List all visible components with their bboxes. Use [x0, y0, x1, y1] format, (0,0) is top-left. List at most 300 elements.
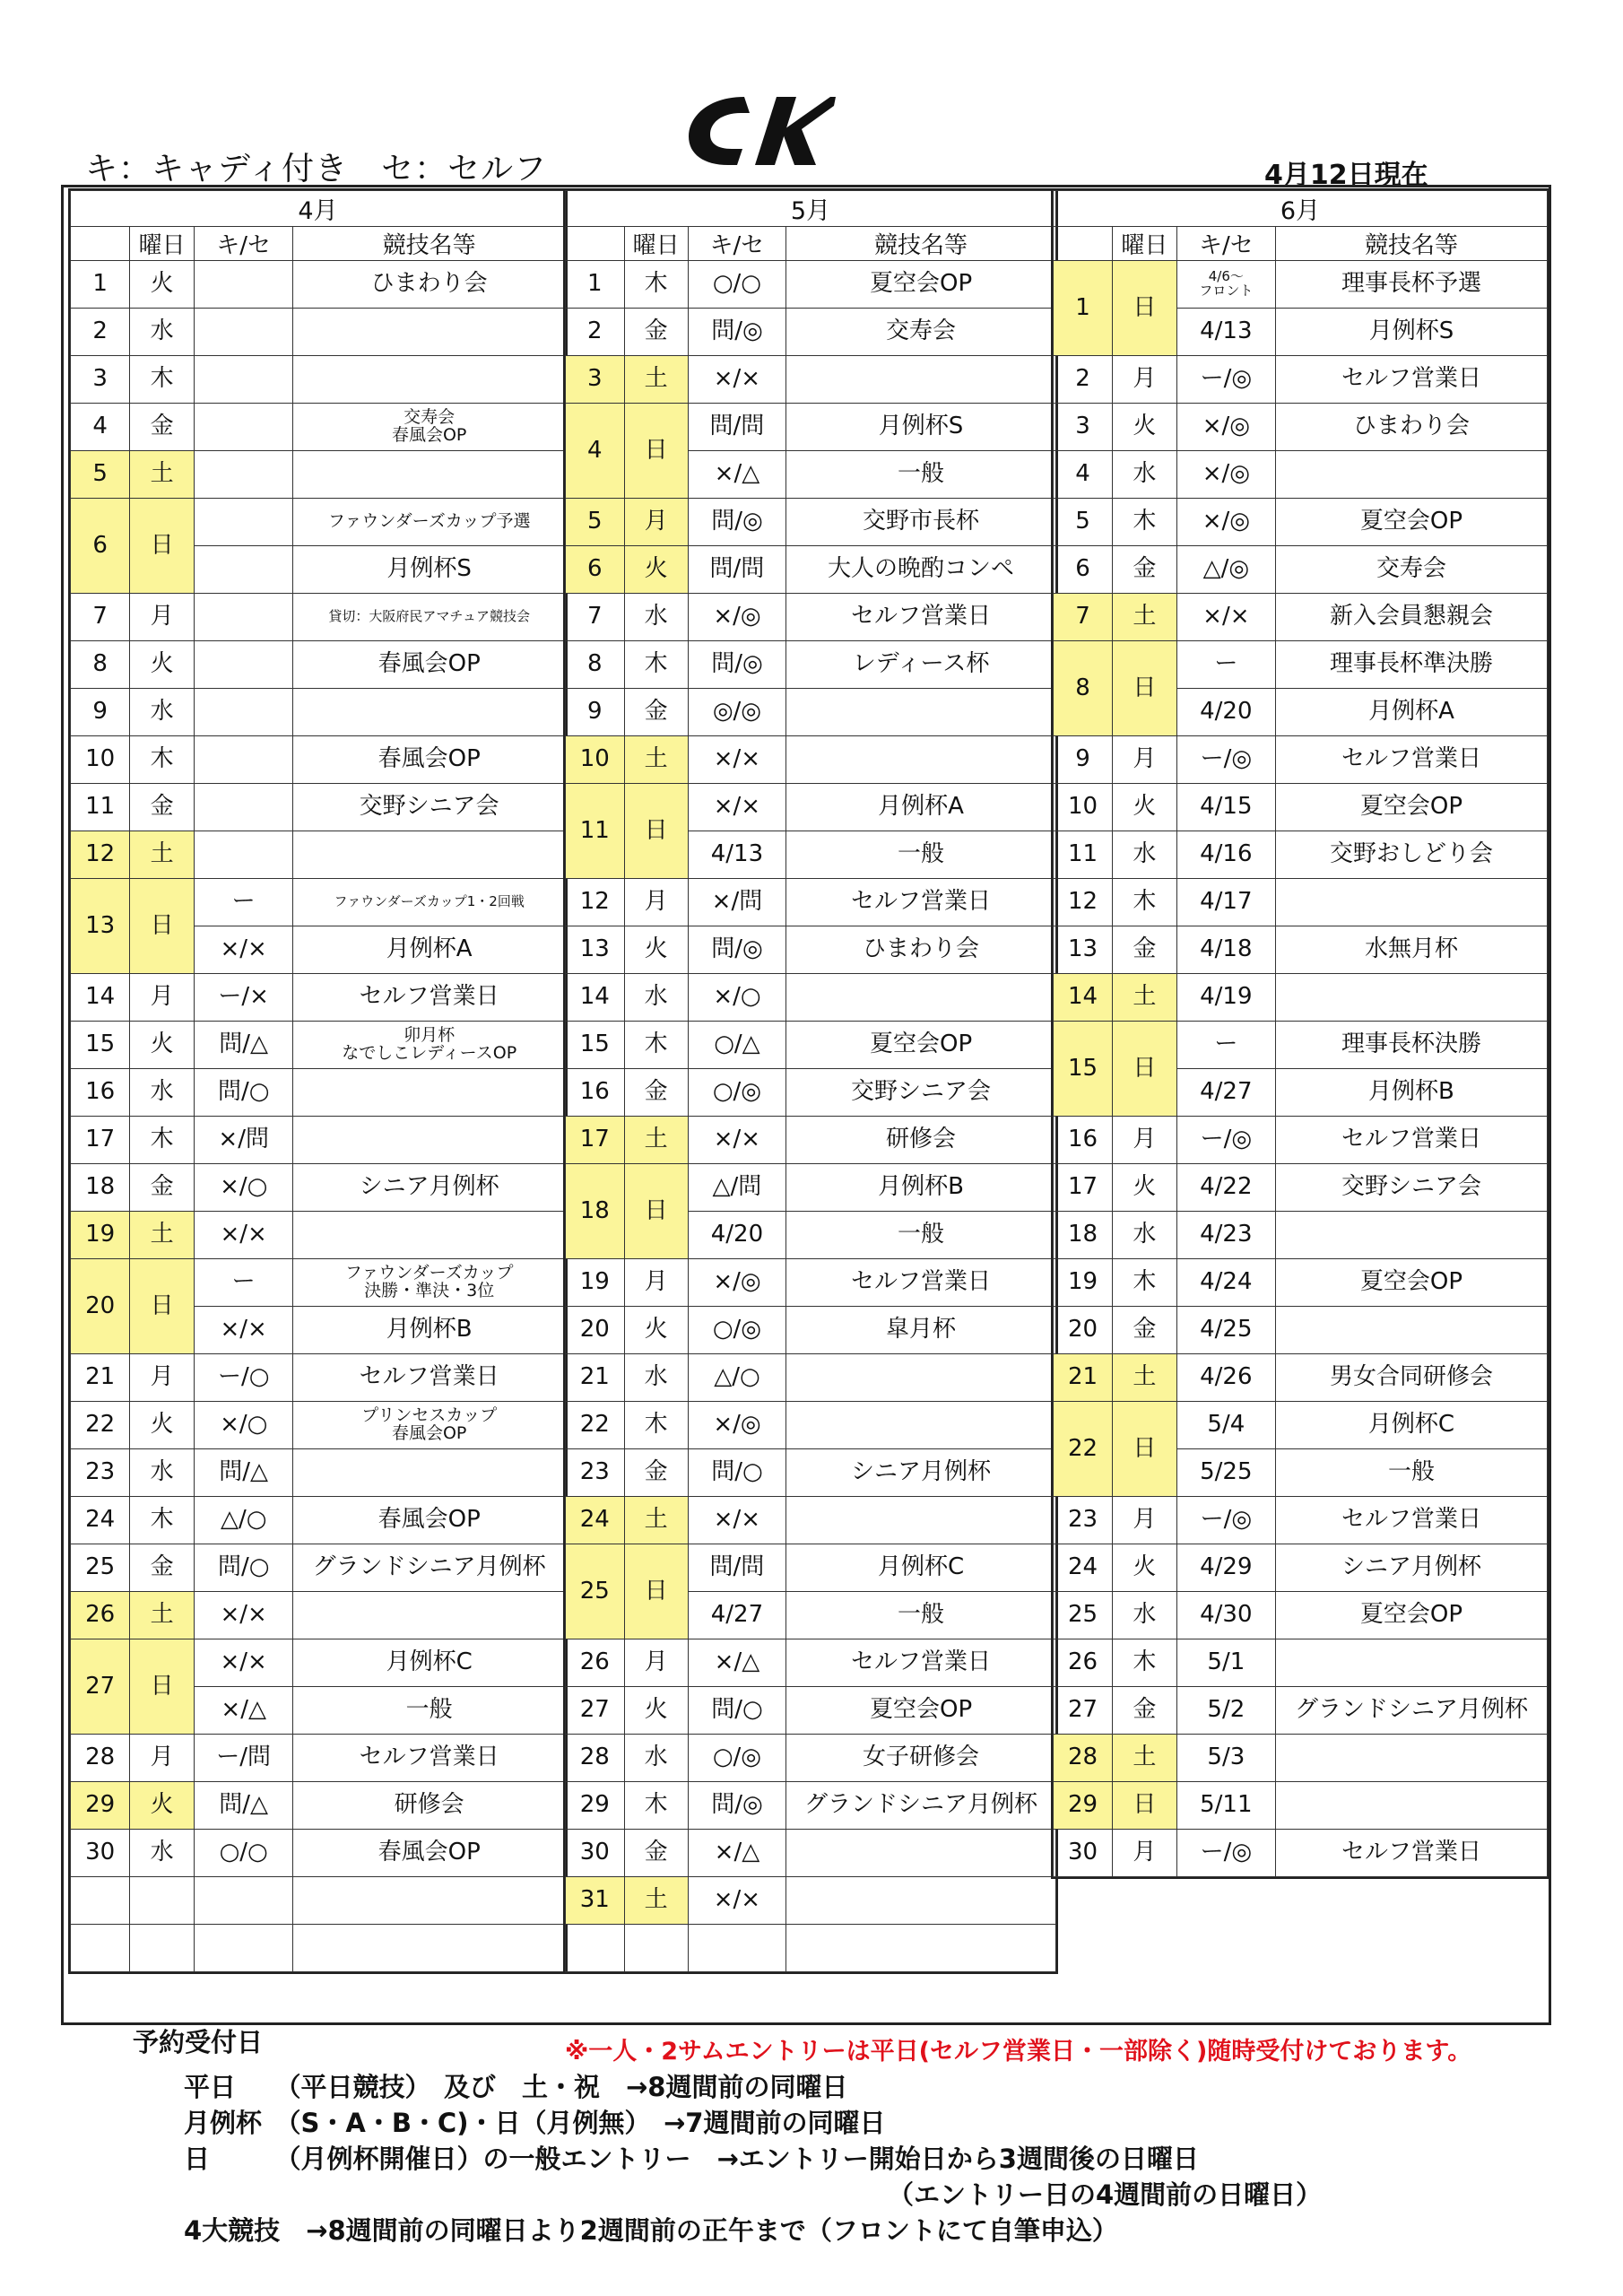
entry-status-cell: ×/◎ — [1176, 451, 1275, 499]
table-row — [566, 641, 1056, 689]
table-row — [71, 594, 566, 641]
column-header-no — [71, 227, 130, 261]
entry-status-cell: ×/× — [688, 1117, 785, 1164]
entry-status-cell: 5/1 — [1176, 1639, 1275, 1687]
event-name-cell — [293, 1925, 566, 1972]
event-name-cell: ファウンダーズカップ1・2回戦 — [293, 879, 566, 926]
entry-status-cell: 問/△ — [194, 1782, 292, 1830]
legend: キ：キャディ付き セ：セルフ — [85, 151, 548, 187]
date-cell: 14 — [566, 974, 625, 1022]
table-row — [566, 1639, 1056, 1687]
weekday-cell: 土 — [1113, 594, 1177, 641]
entry-status-cell: 4/6～ フロント — [1176, 261, 1275, 309]
entry-status-cell: ー/○ — [194, 1354, 292, 1402]
date-cell: 6 — [71, 499, 130, 594]
date-cell: 30 — [566, 1830, 625, 1877]
entry-status-cell: 問/◎ — [688, 499, 785, 546]
table-row — [566, 261, 1056, 309]
entry-status-cell: 問/◎ — [688, 926, 785, 974]
column-header-no — [566, 227, 625, 261]
table-row — [1054, 1022, 1548, 1069]
entry-status-cell: △/◎ — [1176, 546, 1275, 594]
event-name-cell: 貸切：大阪府民アマチュア競技会 — [293, 594, 566, 641]
date-cell: 24 — [566, 1497, 625, 1544]
date-cell: 13 — [566, 926, 625, 974]
event-name-cell: 月例杯B — [293, 1307, 566, 1354]
may-table — [563, 188, 1058, 1974]
date-cell: 13 — [71, 879, 130, 974]
date-cell: 15 — [1054, 1022, 1113, 1117]
entry-status-cell: 5/11 — [1176, 1782, 1275, 1830]
table-row — [566, 1354, 1056, 1402]
weekday-cell: 火 — [1113, 404, 1177, 451]
event-name-cell: 一般 — [786, 1212, 1056, 1259]
entry-status-cell — [194, 831, 292, 879]
event-name-cell: シニア月例杯 — [293, 1164, 566, 1212]
entry-status-cell: ×/△ — [688, 451, 785, 499]
date-cell: 21 — [1054, 1354, 1113, 1402]
date-cell: 28 — [566, 1735, 625, 1782]
date-cell: 1 — [566, 261, 625, 309]
weekday-cell — [624, 1925, 688, 1972]
event-name-cell — [1275, 1735, 1547, 1782]
table-row — [1054, 1117, 1548, 1164]
table-row — [1054, 1259, 1548, 1307]
table-row — [71, 1164, 566, 1212]
column-header-day: 曜日 — [1113, 227, 1177, 261]
table-row — [566, 1449, 1056, 1497]
date-cell: 31 — [566, 1877, 625, 1925]
date-cell: 30 — [1054, 1830, 1113, 1877]
event-name-cell: 卯月杯 なでしこレディースOP — [293, 1022, 566, 1069]
weekday-cell: 水 — [1113, 451, 1177, 499]
april-month-title: 4月 — [71, 191, 566, 227]
entry-status-cell: ー — [194, 879, 292, 926]
date-cell: 18 — [1054, 1212, 1113, 1259]
weekday-cell: 水 — [130, 1069, 195, 1117]
weekday-cell: 土 — [130, 1212, 195, 1259]
event-name-cell: シニア月例杯 — [1275, 1544, 1547, 1592]
weekday-cell: 木 — [624, 1402, 688, 1449]
table-row — [1054, 1830, 1548, 1877]
entry-status-cell: ×/× — [194, 1592, 292, 1639]
date-cell: 12 — [1054, 879, 1113, 926]
event-name-cell: 春風会OP — [293, 736, 566, 784]
weekday-cell: 月 — [1113, 356, 1177, 404]
date-cell: 29 — [71, 1782, 130, 1830]
weekday-cell: 水 — [1113, 1592, 1177, 1639]
entry-status-cell: ×/問 — [688, 879, 785, 926]
weekday-cell: 水 — [130, 1449, 195, 1497]
table-row — [1054, 974, 1548, 1022]
weekday-cell: 日 — [130, 879, 195, 974]
notes-line-4: （エントリー日の4週間前の日曜日） — [888, 2179, 1323, 2210]
entry-status-cell: 問/問 — [688, 1544, 785, 1592]
weekday-cell: 金 — [130, 784, 195, 831]
table-row — [71, 1069, 566, 1117]
table-row — [71, 1925, 566, 1972]
as-of-date: 4月12日現在 — [1264, 160, 1428, 191]
table-row — [566, 1402, 1056, 1449]
weekday-cell: 火 — [624, 926, 688, 974]
table-row — [1054, 594, 1548, 641]
event-name-cell: 春風会OP — [293, 641, 566, 689]
entry-status-cell: ×/× — [194, 926, 292, 974]
weekday-cell: 日 — [1113, 641, 1177, 736]
date-cell: 21 — [71, 1354, 130, 1402]
weekday-cell: 金 — [1113, 546, 1177, 594]
weekday-cell: 木 — [1113, 499, 1177, 546]
event-name-cell: 一般 — [786, 1592, 1056, 1639]
entry-status-cell: 4/25 — [1176, 1307, 1275, 1354]
table-row — [566, 404, 1056, 451]
event-name-cell — [1275, 1212, 1547, 1259]
entry-status-cell: ×/× — [688, 736, 785, 784]
table-row — [71, 309, 566, 356]
notes-line-5: 4大競技 →8週間前の同曜日より2週間前の正午まで（フロントにて自筆申込） — [184, 2215, 1118, 2246]
date-cell: 12 — [71, 831, 130, 879]
june-month-title: 6月 — [1054, 191, 1548, 227]
table-row — [71, 1022, 566, 1069]
event-name-cell: セルフ営業日 — [293, 1735, 566, 1782]
entry-status-cell — [194, 689, 292, 736]
weekday-cell: 土 — [624, 736, 688, 784]
event-name-cell — [1275, 974, 1547, 1022]
ck-logo — [681, 90, 838, 170]
table-row — [71, 689, 566, 736]
table-row — [1054, 736, 1548, 784]
event-name-cell — [786, 1877, 1056, 1925]
entry-status-cell: ー — [194, 1259, 292, 1307]
weekday-cell: 水 — [624, 1735, 688, 1782]
weekday-cell: 日 — [1113, 1402, 1177, 1497]
event-name-cell: 交寿会 — [786, 309, 1056, 356]
weekday-cell: 水 — [130, 309, 195, 356]
entry-status-cell: ー/◎ — [1176, 1117, 1275, 1164]
event-name-cell: 月例杯S — [1275, 309, 1547, 356]
event-name-cell: セルフ営業日 — [786, 594, 1056, 641]
weekday-cell: 日 — [130, 499, 195, 594]
event-name-cell: 交寿会 春風会OP — [293, 404, 566, 451]
event-name-cell — [786, 1402, 1056, 1449]
notes-line-2: 月例杯 （S・A・B・C)・日（月例無） →7週間前の同曜日 — [184, 2108, 886, 2138]
entry-status-cell: 問/問 — [688, 404, 785, 451]
weekday-cell: 木 — [624, 1022, 688, 1069]
june-table — [1051, 188, 1549, 1879]
table-row — [566, 974, 1056, 1022]
event-name-cell — [293, 1117, 566, 1164]
table-row — [1054, 784, 1548, 831]
event-name-cell: 月例杯B — [1275, 1069, 1547, 1117]
date-cell: 10 — [71, 736, 130, 784]
weekday-cell: 水 — [1113, 831, 1177, 879]
event-name-cell: セルフ営業日 — [1275, 356, 1547, 404]
entry-status-cell: 5/4 — [1176, 1402, 1275, 1449]
table-row — [566, 499, 1056, 546]
event-name-cell: ひまわり会 — [293, 261, 566, 309]
date-cell: 25 — [71, 1544, 130, 1592]
table-row — [71, 1735, 566, 1782]
table-row — [71, 404, 566, 451]
table-row — [71, 1117, 566, 1164]
column-header-day: 曜日 — [624, 227, 688, 261]
event-name-cell: 月例杯C — [786, 1544, 1056, 1592]
entry-status-cell: 5/3 — [1176, 1735, 1275, 1782]
event-name-cell: 月例杯C — [293, 1639, 566, 1687]
date-cell: 5 — [71, 451, 130, 499]
entry-status-cell: 問/◎ — [688, 641, 785, 689]
entry-status-cell — [194, 499, 292, 546]
event-name-cell — [293, 451, 566, 499]
entry-status-cell: 4/19 — [1176, 974, 1275, 1022]
event-name-cell — [293, 356, 566, 404]
entry-status-cell: ー/◎ — [1176, 356, 1275, 404]
table-row — [71, 499, 566, 546]
weekday-cell: 火 — [624, 1687, 688, 1735]
entry-status-cell: ○/○ — [194, 1830, 292, 1877]
weekday-cell: 金 — [624, 1830, 688, 1877]
table-row — [566, 1164, 1056, 1212]
date-cell: 27 — [1054, 1687, 1113, 1735]
event-name-cell — [786, 689, 1056, 736]
date-cell: 8 — [1054, 641, 1113, 736]
column-header-event: 競技名等 — [786, 227, 1056, 261]
date-cell: 4 — [566, 404, 625, 499]
event-name-cell: 交寿会 — [1275, 546, 1547, 594]
table-row — [566, 594, 1056, 641]
entry-status-cell: ×/× — [688, 784, 785, 831]
date-cell: 14 — [1054, 974, 1113, 1022]
event-name-cell — [786, 974, 1056, 1022]
date-cell: 24 — [71, 1497, 130, 1544]
column-header-ks: キ/セ — [194, 227, 292, 261]
date-cell: 17 — [1054, 1164, 1113, 1212]
weekday-cell: 日 — [1113, 1022, 1177, 1117]
entry-status-cell: ×/× — [194, 1212, 292, 1259]
weekday-cell: 土 — [624, 1117, 688, 1164]
weekday-cell — [130, 1925, 195, 1972]
date-cell: 3 — [566, 356, 625, 404]
weekday-cell: 日 — [130, 1259, 195, 1354]
event-name-cell: 一般 — [786, 831, 1056, 879]
table-row — [1054, 356, 1548, 404]
table-row — [566, 1022, 1056, 1069]
entry-status-cell: ○/○ — [688, 261, 785, 309]
entry-status-cell — [194, 1877, 292, 1925]
event-name-cell: レディース杯 — [786, 641, 1056, 689]
weekday-cell: 火 — [130, 641, 195, 689]
weekday-cell: 木 — [1113, 1639, 1177, 1687]
date-cell: 19 — [566, 1259, 625, 1307]
event-name-cell: ファウンダーズカップ予選 — [293, 499, 566, 546]
entry-status-cell: ×/◎ — [1176, 499, 1275, 546]
weekday-cell: 土 — [130, 831, 195, 879]
weekday-cell: 金 — [624, 1069, 688, 1117]
weekday-cell: 土 — [624, 356, 688, 404]
table-row — [71, 451, 566, 499]
table-row — [1054, 1782, 1548, 1830]
table-row — [1054, 1592, 1548, 1639]
weekday-cell: 月 — [624, 1259, 688, 1307]
table-row — [1054, 261, 1548, 309]
entry-status-cell: 問/△ — [194, 1449, 292, 1497]
table-row — [566, 1544, 1056, 1592]
date-cell: 26 — [566, 1639, 625, 1687]
weekday-cell: 金 — [1113, 1687, 1177, 1735]
weekday-cell: 火 — [1113, 1164, 1177, 1212]
date-cell: 10 — [566, 736, 625, 784]
event-name-cell: 夏空会OP — [786, 261, 1056, 309]
event-name-cell: ひまわり会 — [786, 926, 1056, 974]
table-row — [1054, 404, 1548, 451]
date-cell: 18 — [71, 1164, 130, 1212]
date-cell: 28 — [1054, 1735, 1113, 1782]
table-row — [566, 1069, 1056, 1117]
entry-status-cell — [194, 451, 292, 499]
entry-status-cell: 4/18 — [1176, 926, 1275, 974]
date-cell: 27 — [71, 1639, 130, 1735]
event-name-cell — [293, 831, 566, 879]
weekday-cell: 月 — [624, 879, 688, 926]
entry-status-cell: 問/△ — [194, 1022, 292, 1069]
event-name-cell — [293, 309, 566, 356]
weekday-cell: 日 — [624, 1164, 688, 1259]
weekday-cell: 水 — [624, 594, 688, 641]
entry-status-cell: ×/○ — [194, 1402, 292, 1449]
entry-status-cell: 5/25 — [1176, 1449, 1275, 1497]
entry-status-cell — [194, 404, 292, 451]
table-row — [1054, 641, 1548, 689]
date-cell: 9 — [566, 689, 625, 736]
event-name-cell: セルフ営業日 — [1275, 1497, 1547, 1544]
event-name-cell: 月例杯A — [786, 784, 1056, 831]
weekday-cell: 日 — [1113, 261, 1177, 356]
table-row — [566, 356, 1056, 404]
event-name-cell: 一般 — [786, 451, 1056, 499]
table-row — [566, 1735, 1056, 1782]
column-header-event: 競技名等 — [1275, 227, 1547, 261]
column-header-ks: キ/セ — [1176, 227, 1275, 261]
event-name-cell — [293, 1069, 566, 1117]
event-name-cell — [293, 1449, 566, 1497]
weekday-cell — [130, 1877, 195, 1925]
date-cell: 29 — [566, 1782, 625, 1830]
table-row — [1054, 1497, 1548, 1544]
event-name-cell — [1275, 1307, 1547, 1354]
weekday-cell: 月 — [1113, 736, 1177, 784]
event-name-cell: 理事長杯予選 — [1275, 261, 1547, 309]
entry-status-cell: 4/23 — [1176, 1212, 1275, 1259]
weekday-cell: 水 — [130, 1830, 195, 1877]
event-name-cell: セルフ営業日 — [293, 1354, 566, 1402]
entry-status-cell — [194, 784, 292, 831]
table-row — [566, 1877, 1056, 1925]
weekday-cell: 日 — [1113, 1782, 1177, 1830]
entry-status-cell: ○/◎ — [688, 1735, 785, 1782]
event-name-cell: ひまわり会 — [1275, 404, 1547, 451]
event-name-cell: 夏空会OP — [786, 1022, 1056, 1069]
weekday-cell: 日 — [624, 784, 688, 879]
weekday-cell: 日 — [624, 404, 688, 499]
weekday-cell: 水 — [130, 689, 195, 736]
entry-status-cell: ー/◎ — [1176, 736, 1275, 784]
table-row — [1054, 1354, 1548, 1402]
entry-status-cell — [194, 736, 292, 784]
date-cell: 18 — [566, 1164, 625, 1259]
entry-status-cell — [194, 641, 292, 689]
event-name-cell — [1275, 451, 1547, 499]
entry-status-cell: 問/◎ — [688, 1782, 785, 1830]
event-name-cell: シニア月例杯 — [786, 1449, 1056, 1497]
table-row — [566, 784, 1056, 831]
weekday-cell: 月 — [1113, 1830, 1177, 1877]
event-name-cell — [293, 1592, 566, 1639]
table-row — [71, 784, 566, 831]
entry-status-cell: ×/△ — [688, 1830, 785, 1877]
table-row — [71, 1877, 566, 1925]
table-row — [1054, 1735, 1548, 1782]
entry-status-cell: 問/問 — [688, 546, 785, 594]
weekday-cell: 金 — [130, 1544, 195, 1592]
date-cell — [566, 1925, 625, 1972]
weekday-cell: 金 — [130, 404, 195, 451]
table-row — [566, 689, 1056, 736]
date-cell: 9 — [71, 689, 130, 736]
entry-status-cell: ×/× — [688, 1497, 785, 1544]
column-header-event: 競技名等 — [293, 227, 566, 261]
event-name-cell: 春風会OP — [293, 1497, 566, 1544]
event-name-cell: 皐月杯 — [786, 1307, 1056, 1354]
event-name-cell: 一般 — [1275, 1449, 1547, 1497]
date-cell: 7 — [1054, 594, 1113, 641]
table-row — [71, 1212, 566, 1259]
weekday-cell: 水 — [1113, 1212, 1177, 1259]
date-cell: 16 — [71, 1069, 130, 1117]
weekday-cell: 土 — [624, 1497, 688, 1544]
weekday-cell: 木 — [130, 1117, 195, 1164]
table-row — [566, 1830, 1056, 1877]
weekday-cell: 土 — [1113, 974, 1177, 1022]
event-name-cell: セルフ営業日 — [786, 1259, 1056, 1307]
event-name-cell: 交野シニア会 — [786, 1069, 1056, 1117]
weekday-cell: 金 — [624, 689, 688, 736]
entry-status-cell: ×/◎ — [688, 1402, 785, 1449]
weekday-cell: 土 — [130, 451, 195, 499]
weekday-cell: 火 — [1113, 1544, 1177, 1592]
event-name-cell: 理事長杯決勝 — [1275, 1022, 1547, 1069]
table-row — [1054, 451, 1548, 499]
date-cell: 10 — [1054, 784, 1113, 831]
entry-status-cell: 問/○ — [688, 1687, 785, 1735]
table-row — [71, 356, 566, 404]
weekday-cell: 金 — [624, 309, 688, 356]
column-header-ks: キ/セ — [688, 227, 785, 261]
date-cell: 8 — [71, 641, 130, 689]
event-name-cell: セルフ営業日 — [1275, 736, 1547, 784]
event-name-cell — [786, 1497, 1056, 1544]
weekday-cell: 水 — [624, 974, 688, 1022]
event-name-cell — [786, 356, 1056, 404]
date-cell: 6 — [566, 546, 625, 594]
event-name-cell: 交野市長杯 — [786, 499, 1056, 546]
date-cell: 17 — [566, 1117, 625, 1164]
event-name-cell — [293, 1877, 566, 1925]
event-name-cell — [293, 689, 566, 736]
weekday-cell: 木 — [1113, 879, 1177, 926]
date-cell: 16 — [1054, 1117, 1113, 1164]
weekday-cell: 土 — [1113, 1354, 1177, 1402]
event-name-cell: グランドシニア月例杯 — [786, 1782, 1056, 1830]
